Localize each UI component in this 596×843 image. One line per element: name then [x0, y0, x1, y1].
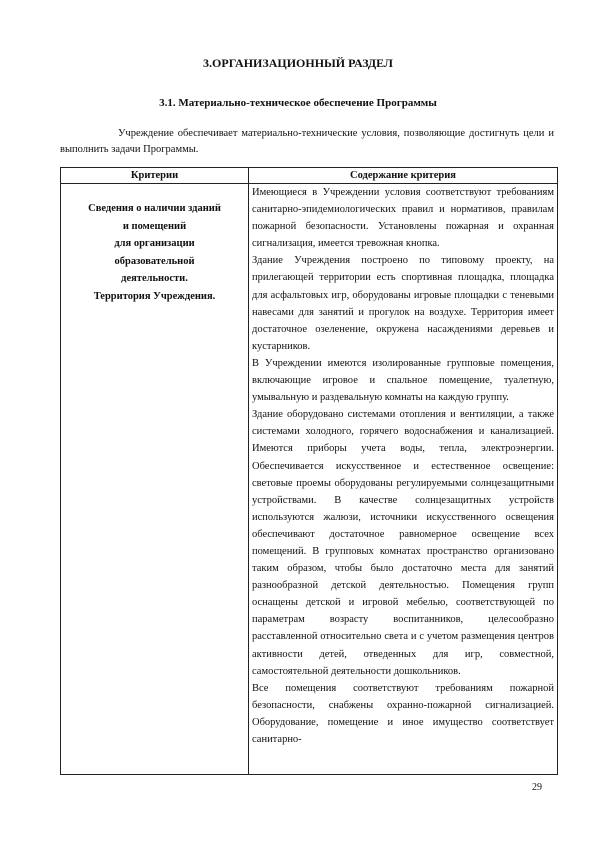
- content-paragraph: Имеющиеся в Учреждении условия соответствуют требованиям санитарно-эпидемиологических правил и нормативов, правилам пожарной безопасности. Установлены пожарная и охранная сигнализация, имеется тревожная кнопка.: [252, 187, 554, 250]
- section-title: 3.1. Материально-техническое обеспечение Программы: [159, 97, 437, 109]
- header-criteria: Критерии: [61, 168, 249, 184]
- criterion-line: образовательной: [114, 255, 195, 267]
- content-paragraph: Здание Учреждения построено по типовому проекту, на прилегающей территории есть спортивная площадка, площадка для асфальтовых игр, оборудованы игровые площадки с теневыми навесами для занятий и прогулок на воздухе. Территория имеет достаточное озеленение, окружена насаждениями деревьев и кустарников.: [252, 255, 554, 352]
- content-paragraph: Здание оборудовано системами отопления и вентиляции, а также системами холодного, горячего водоснабжения и канализацией. Имеются приборы учета воды, тепла, электроэнергии. Обеспечивается искусственное и естественное освещение: световые проемы оборудованы регулируемыми солнцезащитными устройствами. В качестве солнцезащитных устройств используются жалюзи, источники искусственного освещения обеспечивают достаточное равномерное освещение всех помещений. В групповых комнатах пространство организовано таким образом, чтобы было достаточно места для занятий разнообразной детской деятельностью. Помещения групп оснащены детской и игровой мебелью, соответствующей по параметрам возрасту воспитанников, целесообразно расставленной относительно света и с учетом размещения центров активности детей, отведенных для игр, совместной, самостоятельной деятельности дошкольников.: [252, 409, 554, 677]
- table-header-row: [61, 168, 558, 184]
- criterion-line: деятельности.: [121, 273, 188, 284]
- page-heading: 3.ОРГАНИЗАЦИОННЫЙ РАЗДЕЛ: [203, 56, 393, 70]
- criteria-table: [60, 167, 558, 775]
- criterion-line: и помещений: [122, 220, 187, 232]
- content-paragraph: Все помещения соответствуют требованиям пожарной безопасности, снабжены охранно-пожарной сигнализацией. Оборудование, помещение и иное имущество соответствует санитарно-: [252, 682, 554, 745]
- criterion-line: Территория Учреждения.: [93, 290, 216, 302]
- content-paragraph: В Учреждении имеются изолированные групповые помещения, включающие игровое и спальное помещение, туалетную, умывальную и раздевальную комнаты на каждую группу.: [252, 357, 554, 404]
- criterion-line: для организации: [114, 238, 195, 249]
- page-number: 29: [532, 782, 542, 793]
- criterion-line: Сведения о наличии зданий: [88, 203, 221, 214]
- intro-paragraph: Учреждение обеспечивает материально-технические условия, позволяющие достигнуть цели и выполнить задачи Программы.: [60, 128, 554, 155]
- criterion-cell: [61, 184, 249, 775]
- header-criteria-content: Содержание критерия: [249, 168, 558, 184]
- criterion-content-cell: [249, 184, 558, 775]
- table-row: [61, 184, 558, 775]
